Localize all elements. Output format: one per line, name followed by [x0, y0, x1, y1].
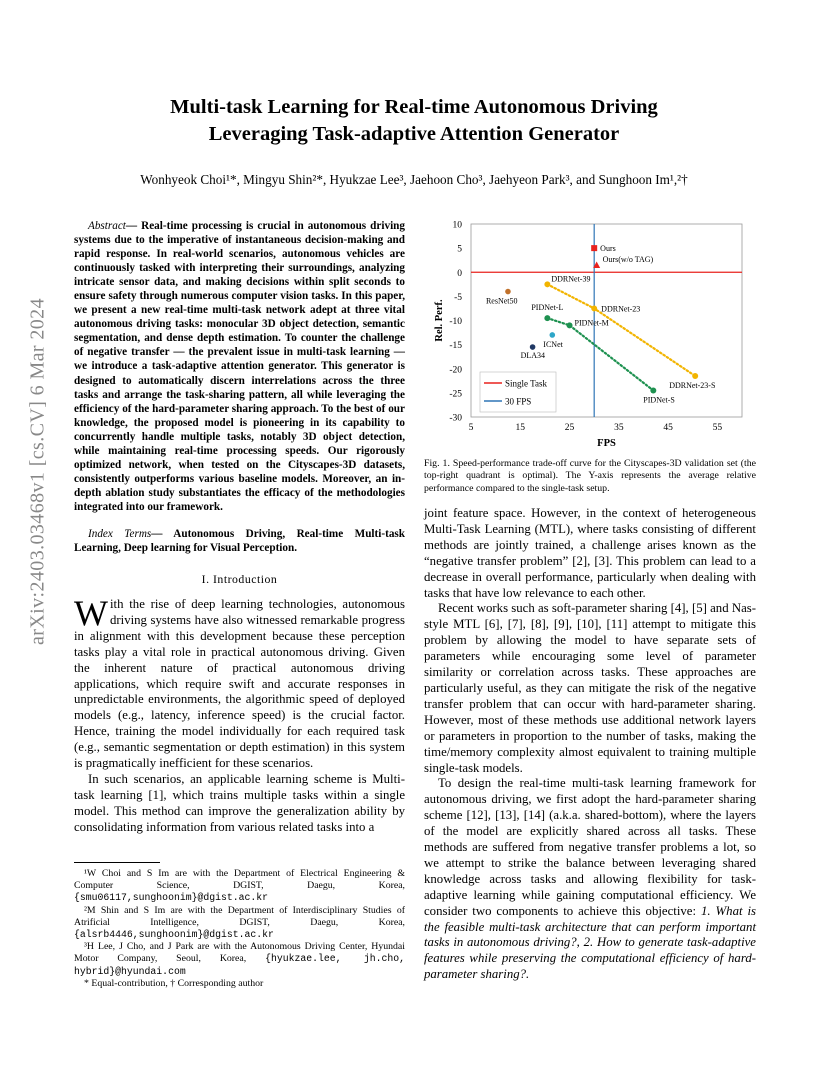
point-label: DDRNet-39	[551, 274, 591, 284]
dropcap-letter: W	[74, 593, 108, 633]
arxiv-side-label: arXiv:2403.03468v1 [cs.CV] 6 Mar 2024	[26, 298, 49, 645]
point-ours	[591, 245, 597, 251]
point-pidnet-m	[567, 322, 573, 328]
point-label: Ours	[600, 244, 616, 254]
x-tick-label: 5	[468, 423, 474, 433]
y-tick-label: -10	[449, 317, 462, 327]
paper-title	[0, 94, 828, 148]
index-terms-text: Autonomous Driving, Real-time Multi-task Learning, Deep learning for Visual Perception.	[74, 528, 405, 555]
point-label: DLA34	[520, 351, 546, 361]
index-terms-label: Index Terms	[88, 528, 152, 540]
abstract-label: Abstract	[88, 220, 126, 232]
series-line-pidnet	[547, 318, 653, 390]
right-paragraph-2: Recent works such as soft-parameter sharing [4], [5] and Nas-style MTL [6], [7], [8], [9], [10], [11] attempt to mitigate this problem by allowing the model to have separate sets of parameters while encouraging some level of parameter similarity or correlation across tasks. These approaches are particularly useful, as they can mitigate the risk of the negative transfer problem that can occur with hard-parameter sharing. However, most of these methods use additional network layers or parameters in proportion to the number of tasks, making the time/memory complexity almost equivalent to training multiple single-task models.	[424, 601, 756, 775]
right-paragraph-1: joint feature space. However, in the context of heterogeneous Multi-Task Learning (MTL), where tasks consisting of different methods are jointly trained, a challenge arises known as the “negative transfer problem” [2], [3]. This problem can lead to a decrease in overall performance, particularly when dealing with tasks that have low relevance to each other.	[424, 506, 756, 600]
y-tick-label: -20	[449, 365, 462, 376]
y-tick-label: 0	[457, 268, 462, 279]
point-ddrnet-39	[544, 281, 550, 287]
intro-text	[74, 593, 405, 836]
abstract: Abstract— Real-time processing is crucial in autonomous driving systems due to the imperative of instantaneous decision-making and rapid response. In real-world scenarios, autonomous vehicles are continuously tasked with interpreting their surroundings, analyzing intricate sensor data, and making decisions within split seconds to ensure safety through numerous computer vision tasks. In this paper, we present a new real-time multi-task network adept at three vital autonomous driving tasks: monocular 3D object detection, semantic segmentation, and dense depth estimation. To counter the challenge of negative transfer — the prevalent issue in multi-task learning — we introduce a task-adaptive attention generator. This generator is designed to automatically discern interrelations across the three tasks and arrange the task-sharing pattern, all while leveraging the efficiency of the hard-parameter sharing approach. To the best of our knowledge, the proposed model is pioneering in its capability to concurrently handle multiple tasks, notably 3D object detection, while maintaining real-time processing speeds. Our rigorously optimized network, when tested on the Cityscapes-3D datasets, consistently outperforms various baseline models. Moreover, an in-depth ablation study substantiates the efficacy of the methodologies integrated into our framework.	[74, 220, 405, 513]
x-tick-label: 15	[515, 423, 526, 433]
title-line-1: Multi-task Learning for Real-time Autonomous Driving	[170, 96, 658, 118]
x-tick-label: 35	[614, 423, 624, 433]
point-label: PIDNet-L	[531, 303, 564, 313]
point-label: DDRNet-23	[601, 304, 641, 314]
intro-paragraph-1: ith the rise of deep learning technologies, autonomous driving systems have also witnessed remarkable progress in alignment with this development because these perception tasks play a vital role in practical autonomous driving. Given the inherent nature of practical autonomous driving applications, which require swift and accurate responses in unpredictable environments, the algorithmic speed of deployed models (e.g., latency, inference speed) is the crucial factor. Hence, training the model individually for each required task (e.g., semantic segmentation or depth estimation) in this system is pragmatically inefficient for these scenarios.	[74, 597, 405, 771]
footnote-2: ²M Shin and S Im are with the Department of Interdisciplinary Studies of Atrificial Intelligence, DGIST, Daegu, Korea, {alsrb4446,sunghoonim}@dgist.ac.kr	[74, 904, 405, 941]
right-column-text	[424, 506, 756, 983]
legend-label: Single Task	[505, 378, 547, 389]
right-paragraph-3: To design the real-time multi-task learning framework for autonomous driving, we first adopt the hard-parameter sharing scheme [12], [13], [14] (a.k.a. shared-bottom), where the layers of the model are explicitly shared across all tasks. These methods are suffered from negative transfer problems a lot, so we attempt to strike the balance between leveraging shared knowledge across tasks and allowing flexibility for task-adaptive learning while gaining computational efficiency. We consider two components to achieve this objective: 1. What is the feasible multi-task architecture that can perform important tasks in autonomous driving?, 2. How to generate task-adaptive features while preserving the computational efficiency of hard-parameter sharing?.	[424, 776, 756, 982]
legend-label: 30 FPS	[505, 396, 532, 407]
series-line-ddrnet	[547, 284, 695, 376]
y-tick-label: 10	[452, 220, 462, 231]
point-label: DDRNet-23-S	[669, 380, 716, 390]
y-tick-label: -15	[449, 341, 462, 352]
abstract-text: Real-time processing is crucial in autonomous driving systems due to the imperative of instantaneous decision-making and rapid response. In real-world scenarios, autonomous vehicles are continuously tasked with interpreting their surroundings, analyzing intricate sensor data, and making decisions within split seconds to ensure safety through numerous computer vision tasks. In this paper, we present a new real-time multi-task network adept at three vital autonomous driving tasks: monocular 3D object detection, semantic segmentation, and dense depth estimation. To counter the challenge of negative transfer — the prevalent issue in multi-task learning — we introduce a task-adaptive attention generator. This generator is designed to automatically discern interrelations across the three tasks and arrange the task-sharing pattern, all while leveraging the efficiency of the hard-parameter sharing approach. To the best of our knowledge, the proposed model is pioneering in its capability to concurrently handle multiple tasks, notably 3D object detection, while maintaining real-time processing speeds. Our rigorously optimized network, when tested on the Cityscapes-3D datasets, consistently outperforms various baseline models. Moreover, an in-depth ablation study substantiates the efficacy of the methodologies integrated into our framework.	[74, 220, 405, 513]
point-icnet	[550, 332, 556, 338]
title-line-2: Leveraging Task-adaptive Attention Generator	[208, 123, 620, 145]
footnote-3: ³H Lee, J Cho, and J Park are with the Autonomous Driving Center, Hyundai Motor Company, Seoul, Korea, {hyukzae.lee, jh.cho, hybrid}@hyundai.com	[74, 941, 405, 977]
x-axis-label: FPS	[597, 438, 616, 449]
point-ddrnet-23-s	[692, 373, 698, 379]
point-dla34	[530, 344, 536, 350]
footnote-1: ¹W Choi and S Im are with the Department of Electrical Engineering & Computer Science, DGIST, Daegu, Korea, {smu06117,sunghoonim}@dgist.ac.kr	[74, 868, 405, 904]
y-tick-label: -25	[449, 389, 462, 400]
x-tick-label: 45	[663, 423, 673, 433]
author-list: Wonhyeok Choi¹*, Mingyu Shin²*, Hyukzae Lee³, Jaehoon Cho³, Jaehyeon Park³, and Sunghoon Im¹,²†	[140, 172, 688, 187]
point-label: Ours(w/o TAG)	[602, 255, 654, 265]
research-questions: 1. What is the feasible multi-task architecture that can perform important tasks in autonomous driving?, 2. How to generate task-adaptive features while preserving the computational efficiency of hard-parameter sharing?.	[424, 903, 756, 982]
footnotes	[74, 868, 405, 990]
fps-performance-chart	[424, 214, 756, 454]
point-pidnet-l	[544, 315, 550, 321]
x-tick-label: 55	[712, 423, 723, 433]
intro-paragraph-2: In such scenarios, an applicable learning scheme is Multi-task learning [1], which trains multiple tasks within a single model. This method can improve the generalization ability by consolidating information from various related tasks into a	[74, 771, 405, 834]
y-tick-label: 5	[457, 244, 462, 255]
point-label: PIDNet-S	[643, 395, 675, 405]
point-ddrnet-23	[591, 305, 597, 311]
figure-caption: Fig. 1. Speed-performance trade-off curve for the Cityscapes-3D validation set (the top-right quadrant is optimal). The Y-axis represents the average relative performance compared to the single-task setup.	[424, 458, 756, 494]
y-tick-label: -30	[449, 413, 462, 424]
x-tick-label: 25	[564, 423, 575, 433]
point-pidnet-s	[650, 387, 656, 393]
index-terms: Index Terms— Autonomous Driving, Real-time Multi-task Learning, Deep learning for Visual Perception.	[74, 528, 405, 555]
point-label: ICNet	[543, 339, 563, 349]
footnote-rule	[74, 862, 160, 863]
point-resnet50	[505, 289, 511, 295]
y-axis-label: Rel. Perf.	[434, 299, 445, 342]
section-heading: I. Introduction	[201, 572, 278, 586]
point-label: PIDNet-M	[574, 318, 609, 328]
y-tick-label: -5	[454, 292, 462, 303]
point-label: ResNet50	[485, 296, 518, 306]
footnote-4: * Equal-contribution, † Corresponding author	[84, 977, 264, 989]
